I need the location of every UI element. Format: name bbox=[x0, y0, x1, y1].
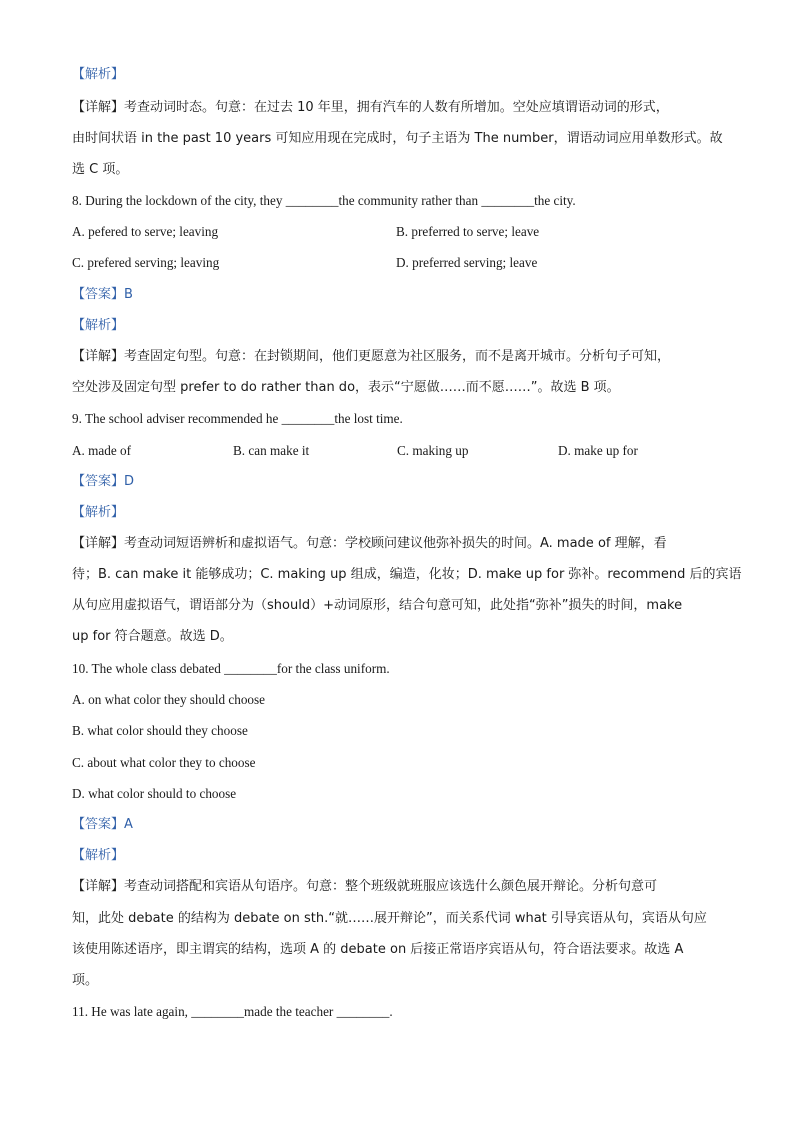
answer-label: 【答案】D bbox=[72, 474, 135, 489]
option-c: C. making up bbox=[397, 443, 469, 458]
question-9: 9. The school adviser recommended he ________the lost time. bbox=[72, 411, 403, 426]
option-d: D. preferred serving; leave bbox=[396, 255, 538, 270]
explanation-text: 由时间状语 in the past 10 years 可知应用现在完成时，句子主语为 The number，谓语动词应用单数形式。故 bbox=[72, 131, 723, 146]
option-b: B. what color should they choose bbox=[72, 723, 248, 738]
analysis-heading: 【解析】 bbox=[72, 848, 125, 863]
question-10: 10. The whole class debated ________for the class uniform. bbox=[72, 661, 390, 676]
option-b: B. can make it bbox=[233, 443, 310, 458]
option-a: A. made of bbox=[72, 443, 131, 458]
analysis-heading: 【解析】 bbox=[72, 505, 125, 520]
answer-label: 【答案】B bbox=[72, 287, 133, 302]
explanation-text: 该使用陈述语序，即主谓宾的结构，选项 A 的 debate on 后接正常语序宾语从句，符合语法要求。故选 A bbox=[72, 942, 684, 957]
explanation-text: 知，此处 debate 的结构为 debate on sth.“就……展开辩论”，而关系代词 what 引导宾语从句，宾语从句应 bbox=[72, 911, 707, 926]
option-a: A. on what color they should choose bbox=[72, 692, 266, 707]
option-a: A. pefered to serve; leaving bbox=[72, 224, 219, 239]
explanation-text: 空处涉及固定句型 prefer to do rather than do，表示“宁愿做……而不愿……”。故选 B 项。 bbox=[72, 380, 620, 395]
explanation-text: up for 符合题意。故选 D。 bbox=[72, 629, 233, 644]
question-11: 11. He was late again, ________made the teacher ________. bbox=[72, 1004, 393, 1019]
option-d: D. make up for bbox=[558, 443, 638, 458]
explanation-text: 待；B. can make it 能够成功；C. making up 组成，编造，化妆；D. make up for 弥补。recommend 后的宾语 bbox=[72, 567, 742, 582]
explanation-text: 【详解】考查固定句型。句意：在封锁期间，他们更愿意为社区服务，而不是离开城市。分析句子可知， bbox=[72, 349, 671, 364]
question-8: 8. During the lockdown of the city, they ________the community rather than ________the city. bbox=[72, 193, 576, 208]
option-b: B. preferred to serve; leave bbox=[396, 224, 540, 239]
answer-label: 【答案】A bbox=[72, 817, 133, 832]
analysis-heading: 【解析】 bbox=[72, 318, 125, 333]
option-c: C. prefered serving; leaving bbox=[72, 255, 220, 270]
explanation-text: 【详解】考查动词搭配和宾语从句语序。句意：整个班级就班服应该选什么颜色展开辩论。分析句意可 bbox=[72, 879, 658, 894]
option-d: D. what color should to choose bbox=[72, 786, 237, 801]
option-c: C. about what color they to choose bbox=[72, 755, 256, 770]
explanation-text: 项。 bbox=[72, 973, 99, 988]
explanation-text: 从句应用虚拟语气，谓语部分为（should）+动词原形，结合句意可知，此处指“弥补”损失的时间，make bbox=[72, 598, 683, 613]
explanation-text: 【详解】考查动词时态。句意：在过去 10 年里，拥有汽车的人数有所增加。空处应填谓语动词的形式， bbox=[72, 100, 669, 115]
explanation-text: 【详解】考查动词短语辨析和虚拟语气。句意：学校顾问建议他弥补损失的时间。A. made of 理解，看 bbox=[72, 536, 667, 551]
analysis-heading: 【解析】 bbox=[72, 67, 125, 82]
explanation-text: 选 C 项。 bbox=[72, 162, 129, 177]
